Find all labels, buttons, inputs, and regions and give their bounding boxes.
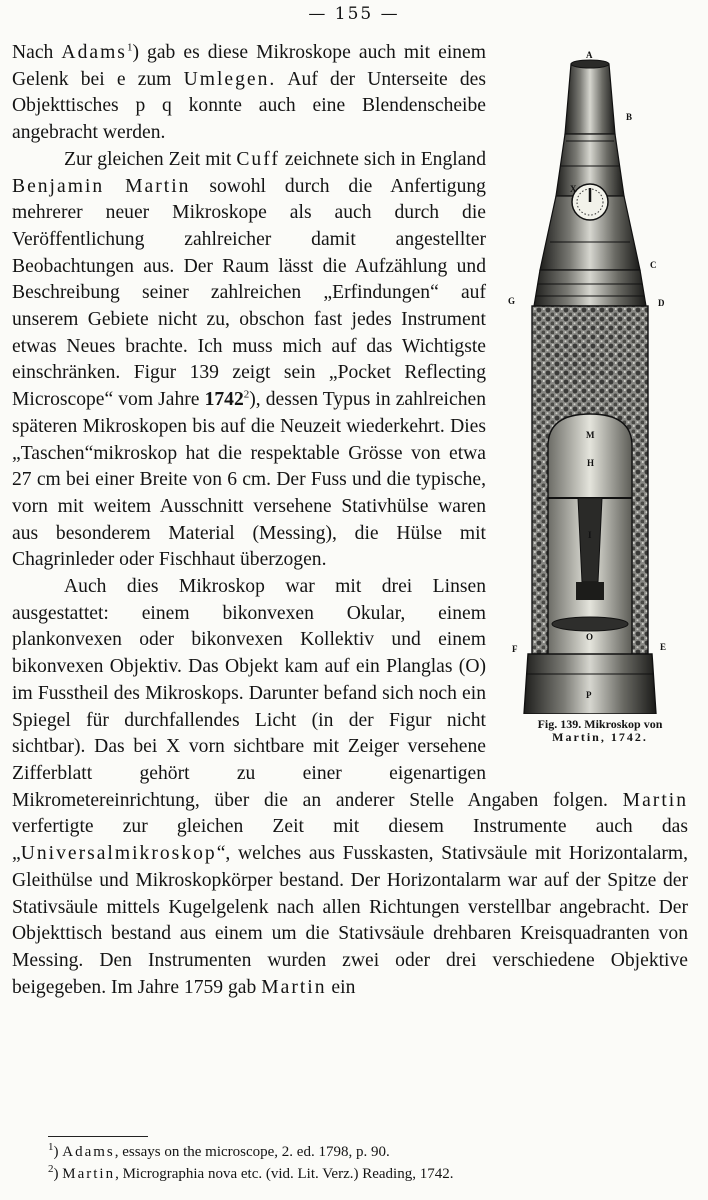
text-span: ) gab es diese Mikroskope auch mit einem Gelenk bei e zum (12, 42, 486, 90)
footnote-ref-2: 2 (243, 388, 250, 401)
footnote-author: Adams (62, 1144, 115, 1160)
footnote-author: Martin (62, 1166, 116, 1182)
footnote-divider (48, 1136, 148, 1137)
text-span: “, welches aus Fusskasten, Stativsäule mit Horizontalarm, Gleithülse und Mikroskopkörper bestand. Der Horizontalarm war auf der Spitze der Stativsäule mittels Kugelgelenk nach allen Richtungen verstellbar angebracht. Der Objekttisch bestand aus einem um die Stativsäule drehbaren Kreisquadranten von Messing. Den Instrumenten wurden zwei oder drei verschiedene Objektive beigegeben. Im Jahre 1759 gab (12, 843, 688, 998)
label-b: B (626, 112, 633, 122)
footnote-ref-1: 1 (126, 41, 133, 54)
label-h: H (587, 458, 595, 468)
footnotes (48, 1141, 688, 1185)
emphasis-umlegen: Umlegen. (183, 68, 277, 90)
text-span: ), dessen Typus in zahlreichen späteren Mikroskopen bis auf die Neuzeit wiederkehrt. Dies „Taschen“mikroskop hat die respektable Grösse von etwa 27 cm bei einer Breite von 6 cm. Der Fuss und die typische, vorn mit weitem Ausschnitt versehene Stativhülse waren aus besonderem Material (Messing), die Hülse mit Chagrinleder oder Fischhaut überzogen. (12, 389, 486, 571)
figure-caption-line1: Fig. 139. Mikroskop von (537, 717, 663, 731)
term-universalmikroskop: Universalmikroskop (20, 843, 217, 865)
text-span: sowohl durch die Anfertigung mehrerer neuer Mikroskope als auch durch die Veröffentlichung zahlreicher damit angestellter Beobachtungen aus. Der Raum lässt die Aufzählung und Beschreibung seiner zahlreichen „Erfindungen“ auf unserem Gebiete nicht zu, obschon fast jedes Instrument etwas Neues brachte. Ich muss mich auf das Wichtigste einschränken. Figur 139 zeigt sein „Pocket Reflecting Microscope“ vom Jahre (12, 175, 486, 411)
year-1742: 1742 (204, 389, 244, 411)
body-text (12, 40, 688, 1001)
text-span: verfertigte zur gleichen Zeit mit diesem Instrumente auch das „ (12, 816, 688, 865)
person-name-adams: Adams (61, 42, 127, 63)
label-c: C (650, 260, 657, 270)
footnote-text: , essays on the microscope, 2. ed. 1798, p. 90. (114, 1144, 390, 1160)
person-name-martin: Martin (261, 976, 327, 998)
label-e: E (660, 642, 667, 652)
label-o: O (586, 632, 594, 642)
text-span: Auf der Unterseite des Objekttisches p q konnte auch eine Blendenscheibe angebracht werden. (12, 68, 487, 144)
footnote-2: $^2$) Martin, Micrographia nova etc. (vid. Lit. Verz.) Reading, 1742. (48, 1163, 454, 1182)
label-p: P (586, 690, 592, 700)
person-name-martin: Martin (622, 789, 688, 811)
text-span: zeichnete sich in England (279, 148, 486, 170)
label-a: A (586, 50, 593, 60)
text-span: Zur gleichen Zeit mit (64, 148, 237, 170)
person-name-cuff: Cuff (236, 148, 280, 170)
microscope-illustration (500, 46, 700, 714)
figure-caption-line2: Martin, 1742. (552, 730, 648, 744)
page-number: — 155 — (308, 4, 400, 24)
person-name-martin: Benjamin Martin (12, 175, 191, 197)
label-g: G (508, 296, 516, 306)
label-f: F (512, 644, 518, 654)
footnote-mark: 1 (48, 1141, 54, 1153)
figure-139 (500, 46, 700, 762)
figure-caption (500, 718, 700, 744)
text-span: Auch dies Mikroskop war mit drei Linsen ausgestattet: einem bikonvexen Okular, einem plankonvexen oder bikonvexen Kollektiv und einem bikonvexen Objektiv. Das Objekt kam auf ein Planglas (O) im Fusstheil des Mikroskops. Darunter befand sich noch ein Spiegel für durchfallendes Licht (in der Figur nicht sichtbar). Das bei X vorn sichtbare mit Zeiger versehene Zifferblatt gehört zu einer eigenartigen Mikrometereinrichtung, über die an anderer Stelle Angaben folgen. (12, 576, 623, 811)
footnote-mark: 2 (48, 1163, 54, 1175)
text-span: Nach (12, 42, 62, 63)
footnote-1: $^1$) Adams, essays on the microscope, 2. ed. 1798, p. 90. (48, 1141, 390, 1160)
label-d: D (658, 298, 665, 308)
label-i: I (588, 530, 592, 540)
text-span: ein (326, 976, 356, 998)
label-m: M (586, 430, 595, 440)
footnote-text: , Micrographia nova etc. (vid. Lit. Verz.) Reading, 1742. (115, 1166, 454, 1182)
label-x: X (570, 184, 577, 194)
